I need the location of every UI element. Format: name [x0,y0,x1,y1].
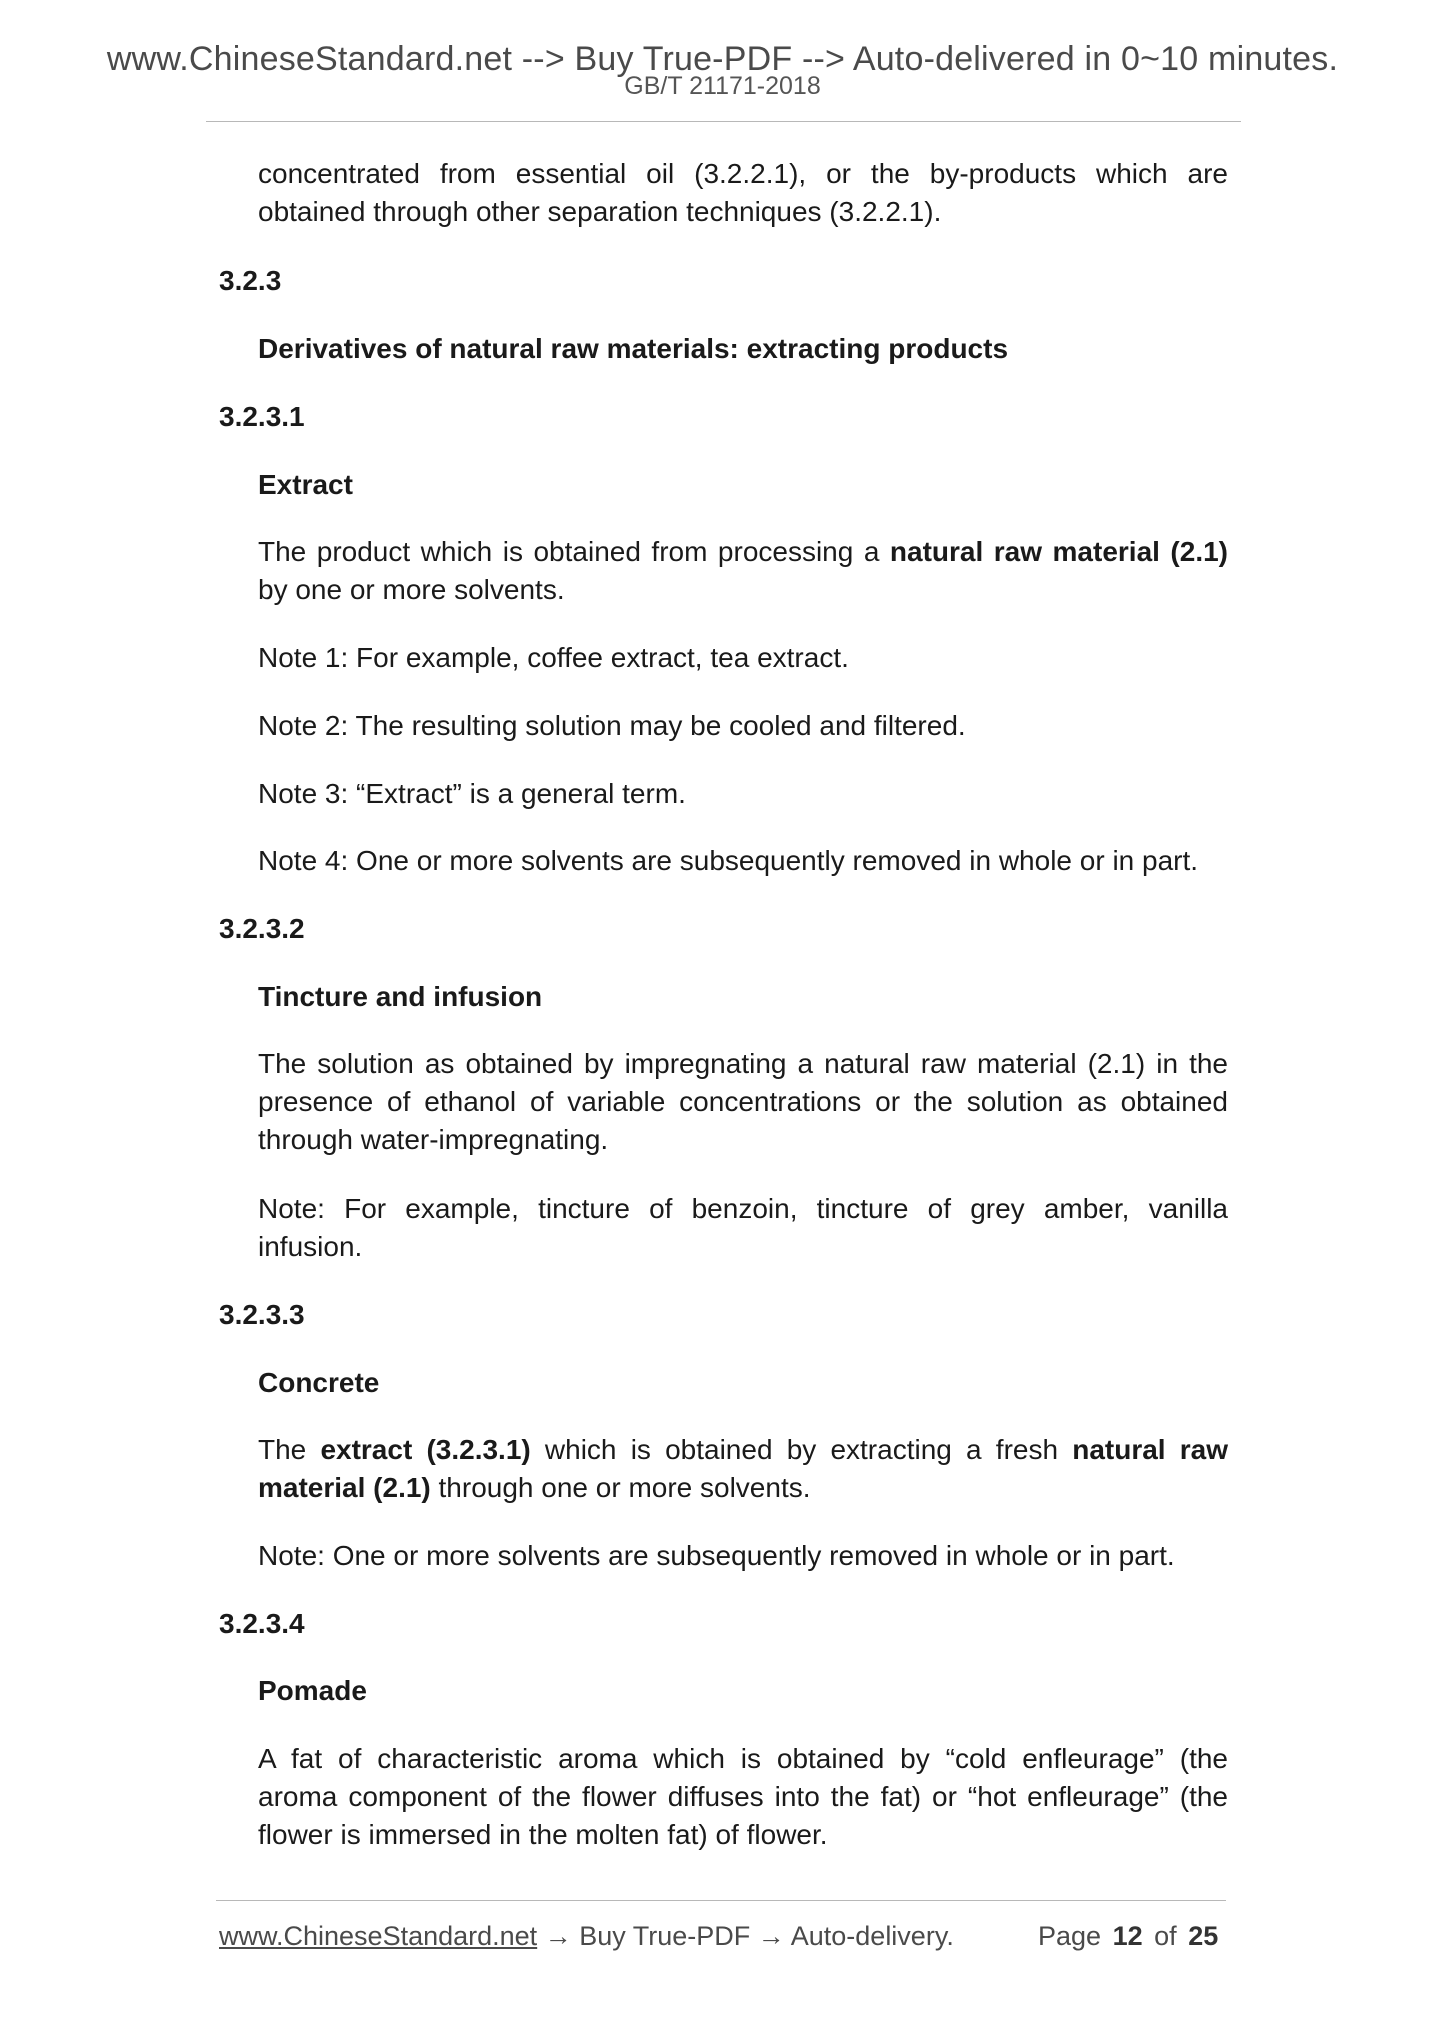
definition-pomade [258,1740,1228,1854]
text-run: The product which is obtained from processing a [258,536,890,567]
term-concrete: Concrete [258,1367,380,1398]
text-line: concentrated from essential oil (3.2.2.1), or the by-products which are [258,158,1228,189]
note-2: Note 2: The resulting solution may be cooled and filtered. [258,710,966,741]
section-number-3-2-3-3: 3.2.3.3 [219,1299,305,1330]
text-run: through one or more solvents. [430,1472,811,1503]
text-line: infusion. [258,1231,363,1262]
note-tincture [258,1190,1228,1266]
term-extract: Extract [258,469,353,500]
text-run: The [258,1434,307,1465]
intro-paragraph [258,155,1228,231]
footer-promo [219,1921,954,1952]
definition-extract [258,533,1228,609]
standard-code: GB/T 21171-2018 [624,72,821,100]
text-line: aroma component of the flower diffuses into the fat) or “hot enfleurage” (the [258,1781,1228,1812]
text-line [258,533,1228,571]
current-page-number: 12 [1112,1921,1143,1951]
page-label: Page [1038,1921,1102,1951]
section-number-3-2-3-4: 3.2.3.4 [219,1608,305,1639]
section-number-3-2-3-2: 3.2.3.2 [219,913,305,944]
term-reference: extract (3.2.3.1) [320,1434,531,1465]
note-4: Note 4: One or more solvents are subsequently removed in whole or in part. [258,845,1199,876]
text-line: by one or more solvents. [258,574,565,605]
term-reference: natural raw [1072,1434,1229,1465]
text-line: Note: For example, tincture of benzoin, tincture of grey amber, vanilla [258,1193,1228,1224]
term-tincture-and-infusion: Tincture and infusion [258,981,543,1012]
definition-concrete [258,1431,1228,1507]
text-line [258,1469,1228,1507]
footer-site-link[interactable]: www.ChineseStandard.net [219,1921,538,1951]
page-indicator [1038,1921,1218,1952]
total-page-count: 25 [1188,1921,1219,1951]
text-line: presence of ethanol of variable concentrations or the solution as obtained [258,1086,1228,1117]
text-line: through water-impregnating. [258,1124,609,1155]
note-concrete: Note: One or more solvents are subsequently removed in whole or in part. [258,1540,1175,1571]
definition-tincture [258,1045,1228,1159]
text-line: A fat of characteristic aroma which is obtained by “cold enfleurage” (the [258,1743,1228,1774]
footer-divider [216,1900,1226,1901]
footer-promo-text: → Buy True-PDF → Auto-delivery. [537,1921,954,1951]
text-run: which is obtained by extracting a fresh [544,1434,1059,1465]
term-reference: material (2.1) [258,1472,431,1503]
note-1: Note 1: For example, coffee extract, tea extract. [258,642,849,673]
note-3: Note 3: “Extract” is a general term. [258,778,686,809]
section-number-3-2-3: 3.2.3 [219,265,282,296]
term-reference: natural raw material (2.1) [889,536,1229,567]
term-pomade: Pomade [258,1675,367,1706]
text-line: obtained through other separation techniques (3.2.2.1). [258,196,942,227]
text-line: flower is immersed in the molten fat) of flower. [258,1819,828,1850]
page-of-label: of [1154,1921,1177,1951]
section-number-3-2-3-1: 3.2.3.1 [219,401,305,432]
text-line: The solution as obtained by impregnating a natural raw material (2.1) in the [258,1048,1228,1079]
text-line [258,1431,1228,1469]
section-title-3-2-3: Derivatives of natural raw materials: extracting products [258,333,1009,364]
site-banner: www.ChineseStandard.net --> Buy True-PDF --> Auto-delivered in 0~10 minutes. [106,40,1339,78]
